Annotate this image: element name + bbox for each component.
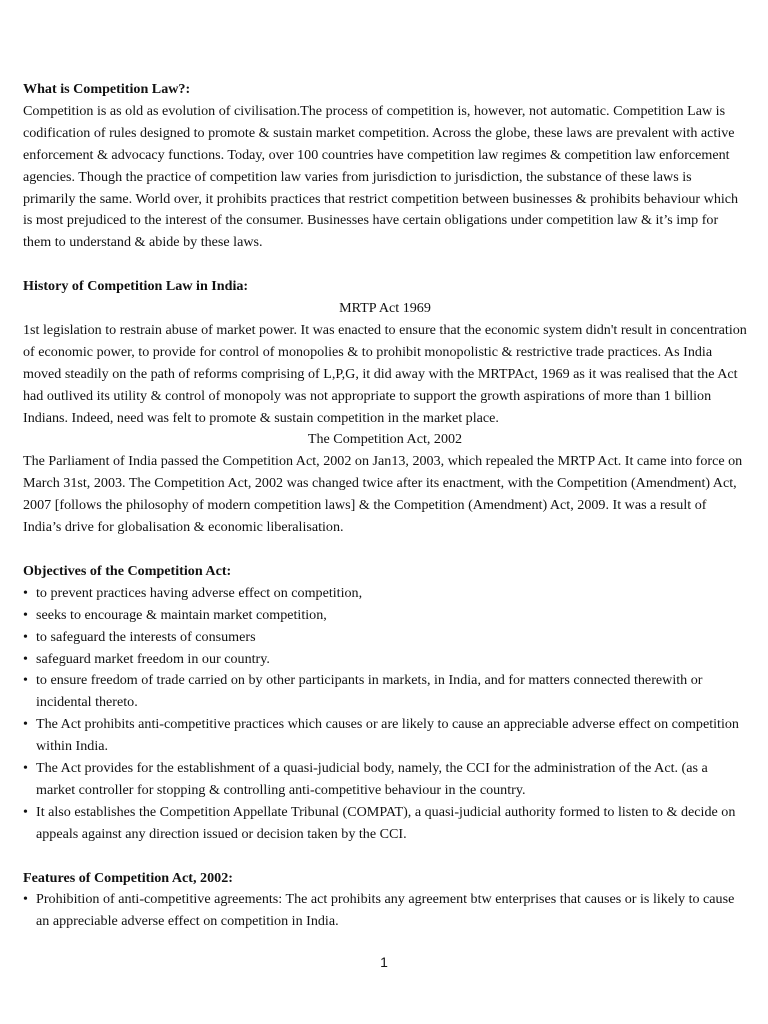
list-item: [23, 627, 747, 649]
list-item-text: Prohibition of anti-competitive agreements: The act prohibits any agreement btw enterprises that causes or is likely to cause an appreciable adverse effect on competition in India.: [36, 891, 735, 930]
paragraph-spacer: [23, 846, 747, 868]
list-item-text: to ensure freedom of trade carried on by other participants in markets, in India, and for matters connected therewith or incidental thereto.: [36, 672, 703, 711]
bullet-icon: •: [23, 606, 28, 623]
list-item-text: seeks to encourage & maintain market competition,: [36, 606, 327, 623]
list-item: [23, 758, 747, 802]
document-page: [23, 79, 747, 933]
bullet-icon: •: [23, 760, 28, 777]
paragraph-mrtp-act: 1st legislation to restrain abuse of market power. It was enacted to ensure that the economic system didn't result in concentration of economic power, to provide for control of monopolies & to prohibit monopolistic & restrictive trade practices. As India moved steadily on the path of reforms comprising of L,P,G, it did away with the MRTPAct, 1969 as it was realised that the Act had outlived its utility & control of monopoly was not appropriate to support the growth aspirations of more than 1 billion Indians. Indeed, need was felt to promote & sustain competition in the market place.: [23, 321, 747, 426]
bullet-icon: •: [23, 803, 28, 820]
list-item-text: safeguard market freedom in our country.: [36, 650, 270, 667]
bullet-icon: •: [23, 716, 28, 733]
list-item: [23, 649, 747, 671]
bullet-icon: •: [23, 584, 28, 601]
paragraph-spacer: [23, 539, 747, 561]
bullet-icon: •: [23, 672, 28, 689]
bullet-icon: •: [23, 628, 28, 645]
bullet-icon: •: [23, 650, 28, 667]
list-item: [23, 583, 747, 605]
list-item: [23, 714, 747, 758]
list-item-text: to safeguard the interests of consumers: [36, 628, 256, 645]
list-item-text: It also establishes the Competition Appellate Tribunal (COMPAT), a quasi-judicial authority formed to listen to & decide on appeals against any direction issued or decision taken by the CCI.: [36, 803, 736, 842]
list-item: [23, 802, 747, 846]
list-item: [23, 605, 747, 627]
list-item: [23, 670, 747, 714]
bullet-icon: •: [23, 891, 28, 908]
paragraph-competition-act: The Parliament of India passed the Competition Act, 2002 on Jan13, 2003, which repealed the MRTP Act. It came into force on March 31st, 2003. The Competition Act, 2002 was changed twice after its enactment, with the Competition (Amendment) Act, 2007 [follows the philosophy of modern competition laws] & the Competition (Amendment) Act, 2009. It was a result of India’s drive for globalisation & economic liberalisation.: [23, 453, 743, 536]
heading-features: Features of Competition Act, 2002:: [23, 869, 233, 886]
subheading-mrtp-act: MRTP Act 1969: [339, 300, 431, 317]
objectives-list: [23, 583, 747, 846]
paragraph-spacer: [23, 254, 747, 276]
subheading-competition-act: The Competition Act, 2002: [307, 431, 463, 448]
list-item: [23, 889, 747, 933]
list-item-text: to prevent practices having adverse effect on competition,: [36, 584, 363, 601]
list-item-text: The Act prohibits anti-competitive practices which causes or are likely to cause an appreciable adverse effect on competition within India.: [36, 716, 739, 755]
heading-what-is-competition-law: What is Competition Law?:: [23, 81, 191, 97]
list-item-text: The Act provides for the establishment of a quasi-judicial body, namely, the CCI for the administration of the Act. (as a market controller for stopping & controlling anti-competitive behaviour in the country.: [36, 760, 708, 798]
page-number: 1: [380, 954, 388, 970]
features-list: [23, 889, 747, 933]
heading-history: History of Competition Law in India:: [23, 278, 249, 295]
heading-objectives: Objectives of the Competition Act:: [23, 562, 232, 579]
paragraph-what-is-competition-law: Competition is as old as evolution of civilisation.The process of competition is, however, not automatic. Competition Law is codification of rules designed to promote & sustain market competition. Across the globe, these laws are prevalent with active enforcement & advocacy functions. Today, over 100 countries have competition law regimes & competition law enforcement agencies. Though the practice of competition law varies from jurisdiction to jurisdiction, the substance of these laws is primarily the same. World over, it prohibits practices that restrict competition between businesses & prohibits behaviour which is most prejudiced to the interest of the consumer. Businesses have certain obligations under competition law & it’s imp for them to understand & abide by these laws.: [23, 102, 739, 251]
